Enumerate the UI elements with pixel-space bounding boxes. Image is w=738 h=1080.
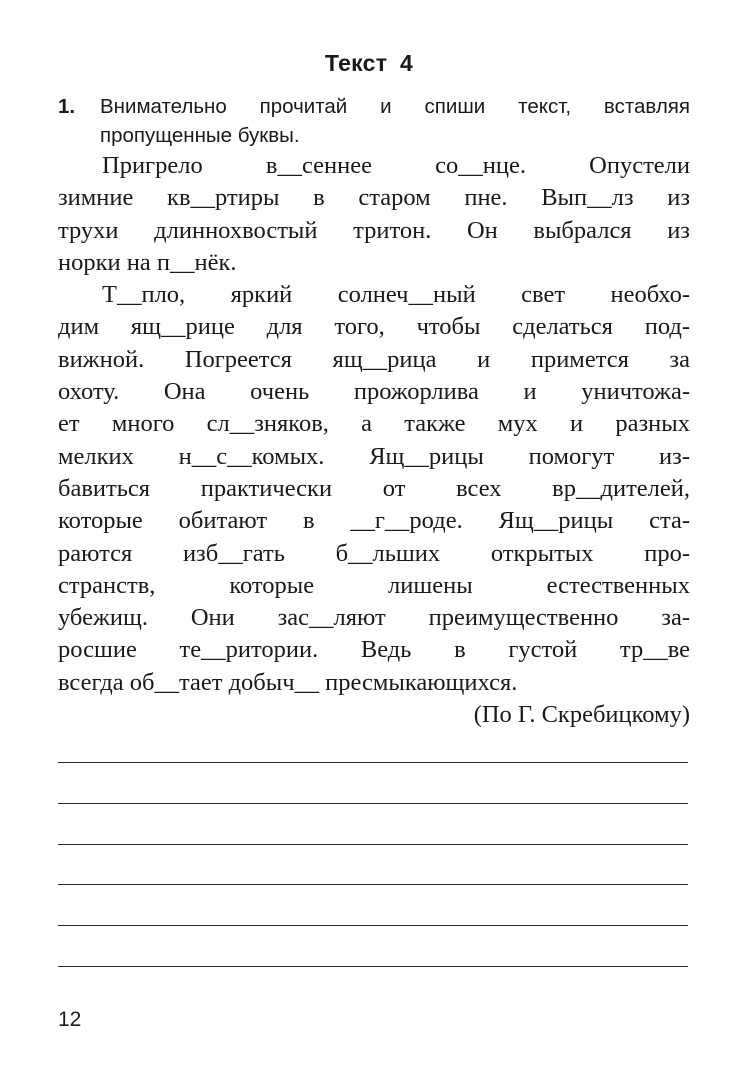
text-line: мелких н__с__комых. Ящ__рицы помогут из- — [58, 442, 690, 470]
text-line: бавиться практически от всех вр__дителей, — [58, 474, 690, 502]
writing-line[interactable] — [58, 884, 688, 885]
text-line: ет много сл__зняков, а также мух и разных — [58, 410, 690, 438]
text-line: странств, которые лишены естественных — [58, 571, 690, 599]
text-line: вижной. Погреется ящ__рица и примется за — [58, 345, 690, 373]
writing-line[interactable] — [58, 844, 688, 845]
text-line: трухи длиннохвостый тритон. Он выбрался из — [58, 216, 690, 244]
task — [58, 92, 690, 150]
paragraph-2 — [58, 279, 690, 699]
task-instruction: Внимательно прочитай и спиши текст, вставляя пропущенные буквы. — [100, 95, 690, 147]
writing-line[interactable] — [58, 762, 688, 763]
exercise-text — [58, 150, 690, 731]
page-title: Текст 4 — [324, 50, 414, 76]
text-line: всегда об__тает добыч__ пресмыкающихся. — [58, 668, 518, 696]
writing-line[interactable] — [58, 925, 688, 926]
text-line: росшие те__ритории. Ведь в густой тр__ве — [58, 636, 690, 664]
text-line: Т__пло, яркий солнеч__ный свет необхо- — [102, 281, 690, 309]
writing-line[interactable] — [58, 966, 688, 967]
text-line: зимние кв__ртиры в старом пне. Вып__лз из — [58, 184, 690, 212]
text-line: дим ящ__рице для того, чтобы сделаться под- — [58, 313, 690, 341]
text-line: норки на п__нёк. — [58, 248, 237, 276]
author-attribution: (По Г. Скребицкому) — [473, 701, 690, 729]
text-line: охоту. Она очень прожорлива и уничтожа- — [58, 378, 690, 406]
writing-area — [58, 762, 688, 1007]
paragraph-1 — [58, 150, 690, 279]
text-line: которые обитают в __г__роде. Ящ__рицы ста- — [58, 507, 690, 535]
text-line: Пригрело в__сеннее со__нце. Опустели — [102, 152, 690, 179]
text-line: убежищ. Они зас__ляют преимущественно за- — [58, 604, 690, 632]
task-number: 1. — [58, 95, 76, 118]
text-line: раются изб__гать б__льших открытых про- — [58, 539, 690, 567]
writing-line[interactable] — [58, 803, 688, 804]
page-number: 12 — [58, 1008, 82, 1031]
